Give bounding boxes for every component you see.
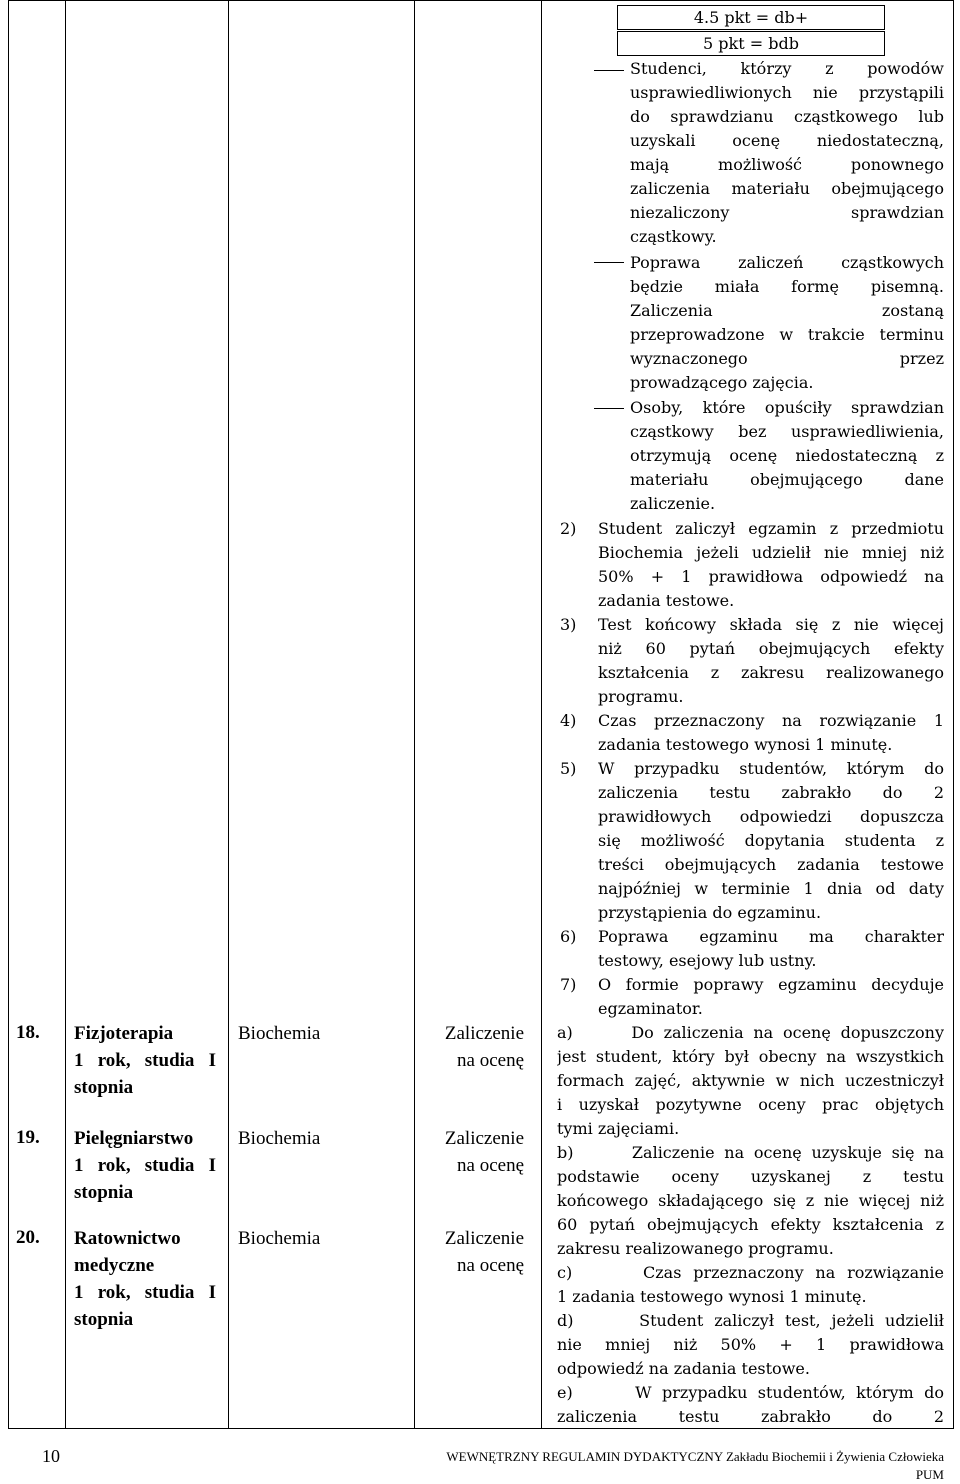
text-line: kształcenia z zakresu realizowanego: [598, 663, 944, 682]
form-line: na ocenę: [457, 1255, 524, 1276]
text-line: podstawie oceny uzyskanej z testu: [557, 1167, 944, 1186]
text-line: Student zaliczył egzamin z przedmiotu: [598, 519, 944, 538]
footer-line: PUM: [915, 1467, 944, 1482]
text-line: tymi zajęciami.: [557, 1119, 680, 1138]
text-line: będzie miała formę pisemną.: [630, 277, 944, 296]
program-level: stopnia: [74, 1077, 134, 1098]
text-line: do sprawdzianu cząstkowego lub: [630, 107, 944, 126]
footer-line: WEWNĘTRZNY REGULAMIN DYDAKTYCZNY Zakładu Biochemii i Żywienia Człowieka: [446, 1449, 944, 1464]
subject-cell: Biochemia: [238, 1128, 321, 1149]
text-line: cząstkowy.: [630, 227, 717, 246]
text-line: c) Czas przeznaczony na rozwiązanie: [557, 1263, 944, 1282]
dash-item-unexcused: [630, 396, 944, 516]
text-line: Czas przeznaczony na rozwiązanie 1: [598, 711, 944, 730]
program-name-cont: medyczne: [74, 1255, 155, 1276]
program-cell: [74, 1225, 216, 1333]
letter-item-a: [557, 1021, 944, 1141]
form-line: Zaliczenie: [444, 1023, 524, 1044]
text-line: i uzyskał pozytywne oceny prac objętych: [557, 1095, 944, 1114]
letter-item-e: [557, 1381, 944, 1429]
numbered-item-5: [598, 757, 944, 925]
form-line: Zaliczenie: [444, 1228, 524, 1249]
text-line: Poprawa egzaminu ma charakter: [598, 927, 944, 946]
text-line: 50% + 1 prawidłowa odpowiedź na: [598, 567, 944, 586]
text-line: niż 60 pytań obejmujących efekty: [598, 639, 944, 658]
text-line: e) W przypadku studentów, którym do: [557, 1383, 944, 1402]
text-line: zadania testowe.: [598, 591, 735, 610]
form-line: na ocenę: [457, 1155, 524, 1176]
program-name: Pielęgniarstwo: [74, 1128, 194, 1149]
text-line: uzyskali ocenę niedostateczną,: [630, 131, 944, 150]
text-line: mają możliwość ponownego: [630, 155, 944, 174]
program-name: Ratownictwo: [74, 1228, 181, 1249]
text-line: odpowiedź na zadania testowe.: [557, 1359, 810, 1378]
text-line: Test końcowy składa się z nie więcej: [598, 615, 944, 634]
program-level: stopnia: [74, 1309, 134, 1330]
program-year: 1 rok, studia I: [74, 1155, 216, 1176]
text-line: Poprawa zaliczeń cząstkowych: [630, 253, 944, 272]
text-line: materiału obejmującego dane: [630, 470, 944, 489]
column-divider: [414, 1, 415, 1428]
text-line: b) Zaliczenie na ocenę uzyskuje się na: [557, 1143, 944, 1162]
program-name: Fizjoterapia: [74, 1023, 174, 1044]
text-line: formach zajęć, aktywnie w nich uczestniczył: [557, 1071, 944, 1090]
page-number: 10: [42, 1446, 60, 1466]
row-number: 20.: [16, 1227, 40, 1248]
text-line: 1 zadania testowego wynosi 1 minutę.: [557, 1287, 867, 1306]
numbered-item-4: [598, 709, 944, 757]
item-marker: 5): [560, 759, 577, 778]
program-cell: [74, 1125, 216, 1206]
numbered-item-3: [598, 613, 944, 709]
text-line: zaliczenia testu zabrakło do 2: [598, 783, 944, 802]
grade-row-db-plus: 4.5 pkt = db+: [617, 5, 885, 30]
item-marker: 7): [560, 975, 577, 994]
text-line: wyznaczonego przez: [630, 349, 944, 368]
text-line: d) Student zaliczył test, jeżeli udzielił: [557, 1311, 944, 1330]
form-line: na ocenę: [457, 1050, 524, 1071]
column-divider: [541, 1, 542, 1428]
text-line: zaliczenia testu zabrakło do 2: [557, 1407, 944, 1426]
text-line: Studenci, którzy z powodów: [630, 59, 944, 78]
letter-item-b: [557, 1141, 944, 1261]
form-cell: [414, 1125, 524, 1179]
text-line: W przypadku studentów, którym do: [598, 759, 944, 778]
text-line: niezaliczony sprawdzian: [630, 203, 944, 222]
subject-cell: Biochemia: [238, 1228, 321, 1249]
item-marker: 4): [560, 711, 577, 730]
text-line: cząstkowy bez usprawiedliwienia,: [630, 422, 944, 441]
text-line: jest student, który był obecny na wszystkich: [557, 1047, 944, 1066]
footer-text: [446, 1448, 944, 1484]
form-cell: [414, 1020, 524, 1074]
subject-cell: Biochemia: [238, 1023, 321, 1044]
dash-bullet: [594, 408, 624, 409]
numbered-item-7: [598, 973, 944, 1021]
row-number: 19.: [16, 1127, 40, 1148]
dash-bullet: [594, 262, 624, 263]
letter-item-c: [557, 1261, 944, 1309]
item-marker: 2): [560, 519, 577, 538]
text-line: prawidłowych odpowiedzi dopuszcza: [598, 807, 944, 826]
text-line: przystąpienia do egzaminu.: [598, 903, 822, 922]
form-cell: [414, 1225, 524, 1279]
text-line: Biochemia jeżeli udzielił nie mniej niż: [598, 543, 944, 562]
program-level: stopnia: [74, 1182, 134, 1203]
dash-item-retake-form: [630, 251, 944, 395]
row-number: 18.: [16, 1022, 40, 1043]
dash-item-absence: [630, 57, 944, 249]
text-line: testowy, esejowy lub ustny.: [598, 951, 817, 970]
text-line: nie mniej niż 50% + 1 prawidłowa: [557, 1335, 944, 1354]
grade-row-bdb: 5 pkt = bdb: [617, 31, 885, 56]
item-marker: 3): [560, 615, 577, 634]
text-line: otrzymują ocenę niedostateczną z: [630, 446, 944, 465]
dash-bullet: [594, 70, 624, 71]
program-year: 1 rok, studia I: [74, 1050, 216, 1071]
text-line: treści obejmujących zadania testowe: [598, 855, 944, 874]
text-line: O formie poprawy egzaminu decyduje: [598, 975, 944, 994]
item-marker: 6): [560, 927, 577, 946]
text-line: zaliczenie.: [630, 494, 716, 513]
text-line: egzaminator.: [598, 999, 703, 1018]
text-line: prowadzącego zajęcia.: [630, 373, 814, 392]
text-line: usprawiedliwionych nie przystąpili: [630, 83, 944, 102]
text-line: Zaliczenia zostaną: [630, 301, 944, 320]
text-line: a) Do zaliczenia na ocenę dopuszczony: [557, 1023, 944, 1042]
text-line: Osoby, które opuściły sprawdzian: [630, 398, 944, 417]
column-divider: [65, 1, 66, 1428]
text-line: zakresu realizowanego programu.: [557, 1239, 834, 1258]
text-line: 60 pytań obejmujących efekty kształcenia z: [557, 1215, 944, 1234]
text-line: końcowego składającego się z nie więcej niż: [557, 1191, 944, 1210]
letter-item-d: [557, 1309, 944, 1381]
text-line: programu.: [598, 687, 684, 706]
column-divider: [228, 1, 229, 1428]
program-year: 1 rok, studia I: [74, 1282, 216, 1303]
text-line: najpóźniej w terminie 1 dnia od daty: [598, 879, 944, 898]
numbered-item-2: [598, 517, 944, 613]
text-line: zadania testowego wynosi 1 minutę.: [598, 735, 893, 754]
text-line: się możliwość dopytania studenta z: [598, 831, 944, 850]
text-line: zaliczenia materiału obejmującego: [630, 179, 944, 198]
program-cell: [74, 1020, 216, 1101]
text-line: przeprowadzone w trakcie terminu: [630, 325, 944, 344]
numbered-item-6: [598, 925, 944, 973]
form-line: Zaliczenie: [444, 1128, 524, 1149]
